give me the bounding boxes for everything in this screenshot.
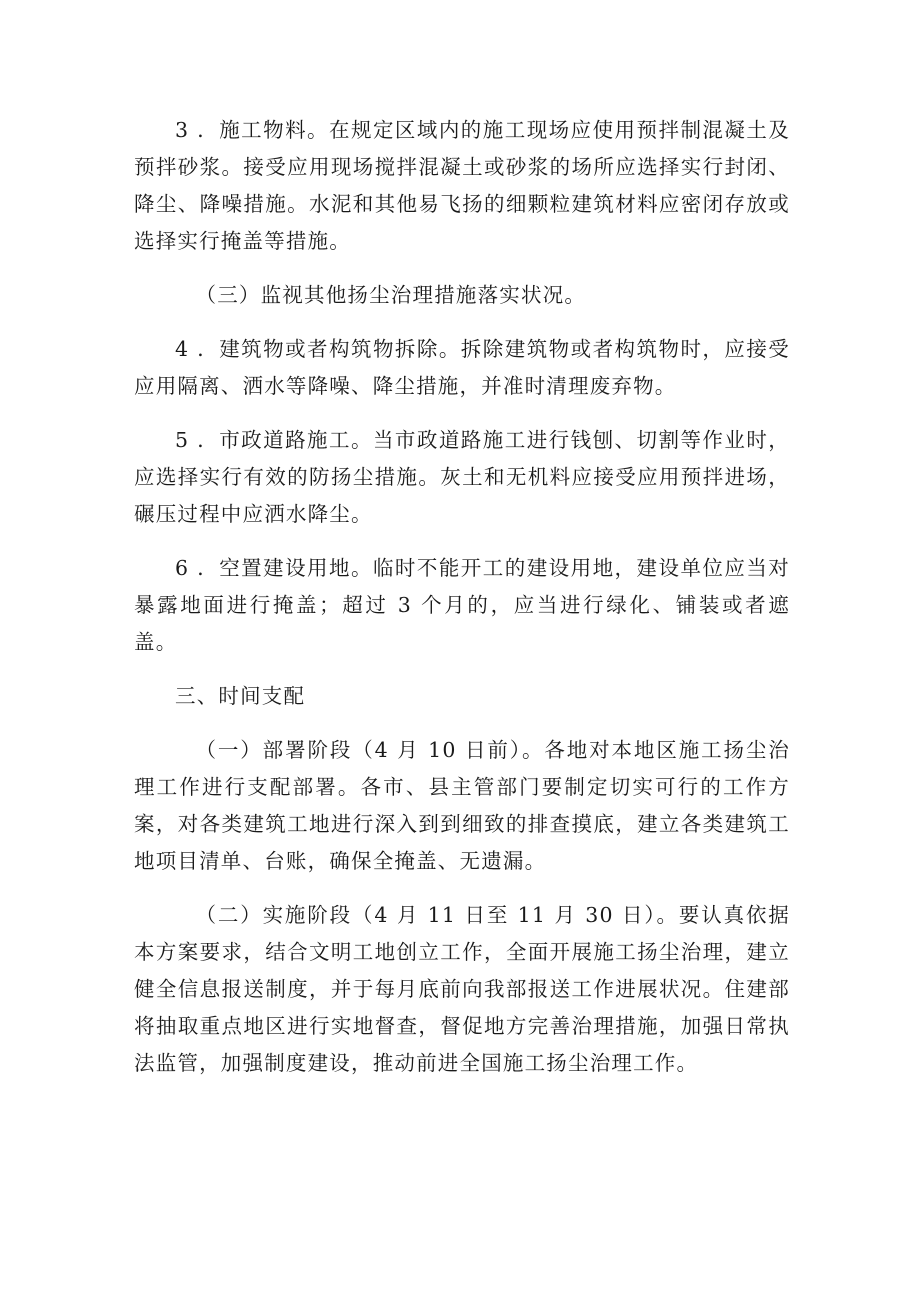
document-body	[134, 112, 790, 1082]
paragraph-section-heading-three: （三）监视其他扬尘治理措施落实状况。	[195, 283, 587, 307]
paragraph-demolition: 4 ．建筑物或者构筑物拆除。拆除建筑物或者构筑物时，应接受应用隔离、洒水等降噪、降尘措施，并准时清理废弃物。	[134, 337, 790, 398]
paragraph-municipal-road: 5 ．市政道路施工。当市政道路施工进行钱刨、切割等作业时，应选择实行有效的防扬尘措施。灰土和无机料应接受应用预拌进场，碾压过程中应洒水降尘。	[134, 428, 790, 526]
paragraph-vacant-land: 6 ．空置建设用地。临时不能开工的建设用地，建设单位应当对暴露地面进行掩盖；超过 3 个月的，应当进行绿化、铺装或者遮盖。	[134, 556, 790, 654]
paragraph-implementation-stage: （二）实施阶段（4 月 11 日至 11 月 30 日）。要认真依据本方案要求，结合文明工地创立工作，全面开展施工扬尘治理，建立健全信息报送制度，并于每月底前向我部报送工作进展状况。住建部将抽取重点地区进行实地督查，督促地方完善治理措施，加强日常执法监管，加强制度建设，推动前进全国施工扬尘治理工作。	[134, 903, 790, 1075]
paragraph-heading-time-schedule: 三、时间支配	[175, 684, 306, 708]
paragraph-construction-materials: 3 ．施工物料。在规定区域内的施工现场应使用预拌制混凝土及预拌砂浆。接受应用现场搅拌混凝土或砂浆的场所应选择实行封闭、降尘、降噪措施。水泥和其他易飞扬的细颗粒建筑材料应密闭存放或选择实行掩盖等措施。	[134, 118, 790, 253]
paragraph-deployment-stage: （一）部署阶段（4 月 10 日前）。各地对本地区施工扬尘治理工作进行支配部署。各市、县主管部门要制定切实可行的工作方案，对各类建筑工地进行深入到到细致的排查摸底，建立各类建筑工地项目清单、台账，确保全掩盖、无遗漏。	[134, 738, 790, 873]
